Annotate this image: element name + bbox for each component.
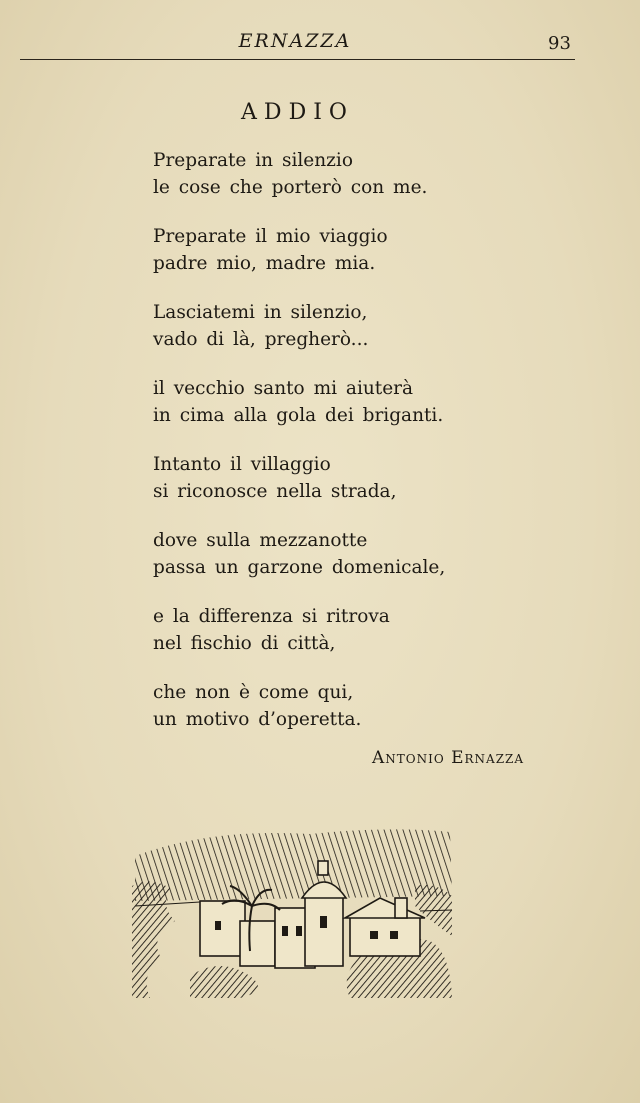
page-number: 93 bbox=[548, 33, 571, 54]
village-vignette-icon bbox=[130, 826, 455, 1001]
poem-line: Preparate il mio viaggio bbox=[153, 226, 388, 247]
poem-line: le cose che porterò con me. bbox=[153, 177, 428, 198]
author-signature: Antonio Ernazza bbox=[372, 748, 525, 768]
header-rule bbox=[20, 59, 575, 60]
stanza bbox=[153, 603, 553, 657]
poem-line: il vecchio santo mi aiuterà bbox=[153, 378, 414, 399]
stanza bbox=[153, 299, 553, 353]
poem-line: nel fischio di città, bbox=[153, 633, 336, 654]
poem-line: vado di là, pregherò... bbox=[153, 329, 369, 350]
poem-line: padre mio, madre mia. bbox=[153, 253, 376, 274]
poem-line: e la differenza si ritrova bbox=[153, 606, 390, 627]
poem-body bbox=[153, 147, 553, 755]
stanza bbox=[153, 147, 553, 201]
poem-line: Lasciatemi in silenzio, bbox=[153, 302, 368, 323]
poem-line: che non è come qui, bbox=[153, 682, 354, 703]
stanza bbox=[153, 451, 553, 505]
poem-title: ADDIO bbox=[241, 100, 354, 125]
stanza bbox=[153, 679, 553, 733]
stanza bbox=[153, 223, 553, 277]
poem-line: dove sulla mezzanotte bbox=[153, 530, 368, 551]
stanza bbox=[153, 375, 553, 429]
poem-line: Intanto il villaggio bbox=[153, 454, 331, 475]
poem-line: in cima alla gola dei briganti. bbox=[153, 405, 444, 426]
poem-line: Preparate in silenzio bbox=[153, 150, 353, 171]
running-title: ERNAZZA bbox=[238, 30, 352, 52]
poem-line: un motivo d’operetta. bbox=[153, 709, 362, 730]
poem-line: si riconosce nella strada, bbox=[153, 481, 397, 502]
poem-line: passa un garzone domenicale, bbox=[153, 557, 446, 578]
stanza bbox=[153, 527, 553, 581]
